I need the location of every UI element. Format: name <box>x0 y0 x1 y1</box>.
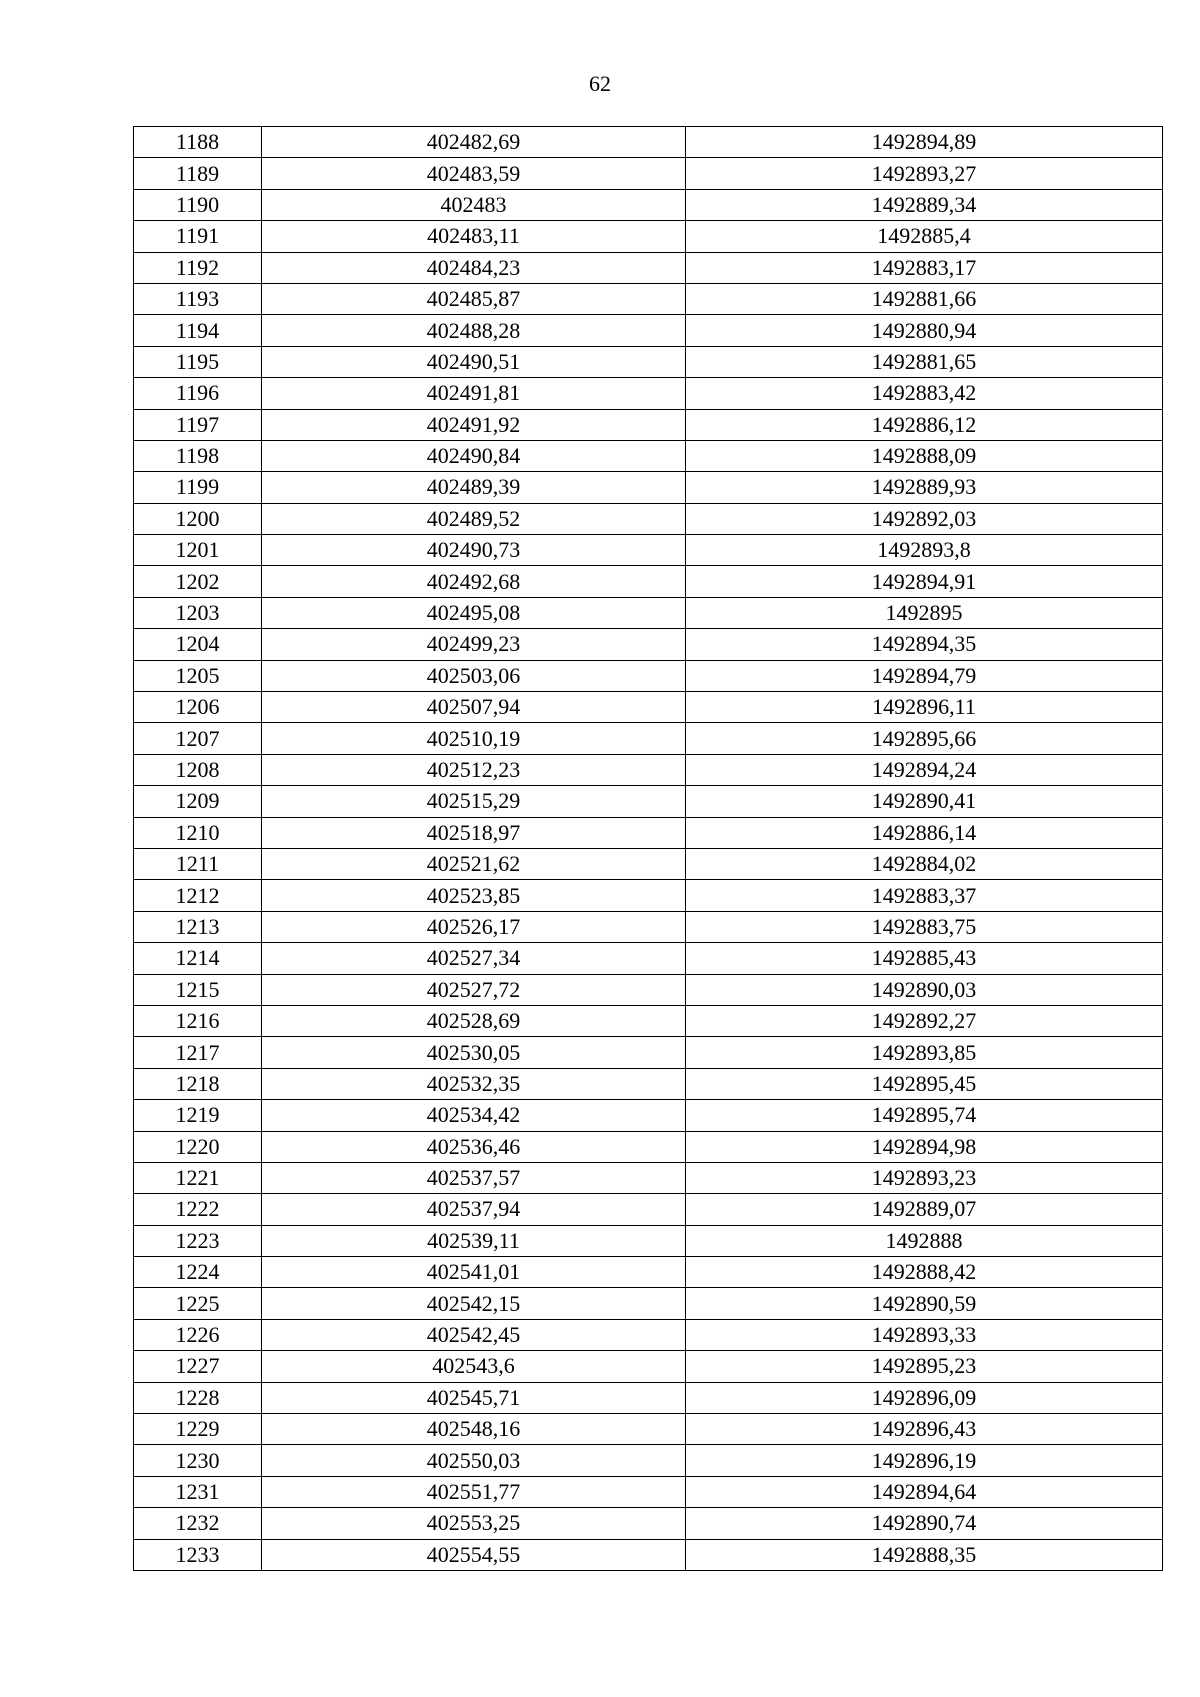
x-coordinate-cell: 402536,46 <box>262 1131 686 1162</box>
x-coordinate-cell: 402503,06 <box>262 660 686 691</box>
point-number-cell: 1220 <box>134 1131 262 1162</box>
point-number-cell: 1228 <box>134 1382 262 1413</box>
y-coordinate-cell: 1492883,17 <box>686 252 1163 283</box>
point-number-cell: 1189 <box>134 158 262 189</box>
coordinates-table <box>133 126 1163 1571</box>
x-coordinate-cell: 402527,34 <box>262 943 686 974</box>
table-row <box>134 974 1163 1005</box>
point-number-cell: 1199 <box>134 472 262 503</box>
table-row <box>134 880 1163 911</box>
y-coordinate-cell: 1492896,43 <box>686 1414 1163 1445</box>
point-number-cell: 1188 <box>134 127 262 158</box>
table-row <box>134 1162 1163 1193</box>
table-row <box>134 1257 1163 1288</box>
x-coordinate-cell: 402548,16 <box>262 1414 686 1445</box>
table-row <box>134 566 1163 597</box>
table-row <box>134 629 1163 660</box>
y-coordinate-cell: 1492883,75 <box>686 911 1163 942</box>
x-coordinate-cell: 402490,84 <box>262 440 686 471</box>
table-row <box>134 692 1163 723</box>
table-row <box>134 1508 1163 1539</box>
table-row <box>134 597 1163 628</box>
y-coordinate-cell: 1492894,89 <box>686 127 1163 158</box>
x-coordinate-cell: 402483,59 <box>262 158 686 189</box>
point-number-cell: 1206 <box>134 692 262 723</box>
point-number-cell: 1214 <box>134 943 262 974</box>
point-number-cell: 1233 <box>134 1539 262 1570</box>
y-coordinate-cell: 1492888,09 <box>686 440 1163 471</box>
y-coordinate-cell: 1492886,14 <box>686 817 1163 848</box>
x-coordinate-cell: 402512,23 <box>262 754 686 785</box>
point-number-cell: 1191 <box>134 221 262 252</box>
table-row <box>134 1476 1163 1507</box>
point-number-cell: 1208 <box>134 754 262 785</box>
table-row <box>134 440 1163 471</box>
y-coordinate-cell: 1492893,23 <box>686 1162 1163 1193</box>
x-coordinate-cell: 402554,55 <box>262 1539 686 1570</box>
coordinates-table-body <box>134 127 1163 1571</box>
x-coordinate-cell: 402489,39 <box>262 472 686 503</box>
table-row <box>134 1539 1163 1570</box>
x-coordinate-cell: 402495,08 <box>262 597 686 628</box>
point-number-cell: 1195 <box>134 346 262 377</box>
table-row <box>134 1319 1163 1350</box>
x-coordinate-cell: 402483,11 <box>262 221 686 252</box>
point-number-cell: 1217 <box>134 1037 262 1068</box>
point-number-cell: 1205 <box>134 660 262 691</box>
y-coordinate-cell: 1492895 <box>686 597 1163 628</box>
point-number-cell: 1213 <box>134 911 262 942</box>
table-row <box>134 660 1163 691</box>
y-coordinate-cell: 1492880,94 <box>686 315 1163 346</box>
table-row <box>134 1005 1163 1036</box>
y-coordinate-cell: 1492894,98 <box>686 1131 1163 1162</box>
point-number-cell: 1197 <box>134 409 262 440</box>
point-number-cell: 1201 <box>134 535 262 566</box>
table-row <box>134 1037 1163 1068</box>
y-coordinate-cell: 1492892,27 <box>686 1005 1163 1036</box>
y-coordinate-cell: 1492894,91 <box>686 566 1163 597</box>
table-row <box>134 409 1163 440</box>
point-number-cell: 1226 <box>134 1319 262 1350</box>
y-coordinate-cell: 1492895,23 <box>686 1351 1163 1382</box>
table-row <box>134 346 1163 377</box>
table-row <box>134 1194 1163 1225</box>
x-coordinate-cell: 402510,19 <box>262 723 686 754</box>
x-coordinate-cell: 402489,52 <box>262 503 686 534</box>
y-coordinate-cell: 1492893,33 <box>686 1319 1163 1350</box>
x-coordinate-cell: 402542,15 <box>262 1288 686 1319</box>
x-coordinate-cell: 402551,77 <box>262 1476 686 1507</box>
table-row <box>134 315 1163 346</box>
point-number-cell: 1196 <box>134 378 262 409</box>
point-number-cell: 1222 <box>134 1194 262 1225</box>
x-coordinate-cell: 402530,05 <box>262 1037 686 1068</box>
point-number-cell: 1216 <box>134 1005 262 1036</box>
y-coordinate-cell: 1492896,09 <box>686 1382 1163 1413</box>
y-coordinate-cell: 1492890,03 <box>686 974 1163 1005</box>
y-coordinate-cell: 1492894,24 <box>686 754 1163 785</box>
point-number-cell: 1231 <box>134 1476 262 1507</box>
x-coordinate-cell: 402518,97 <box>262 817 686 848</box>
x-coordinate-cell: 402484,23 <box>262 252 686 283</box>
x-coordinate-cell: 402553,25 <box>262 1508 686 1539</box>
table-row <box>134 1100 1163 1131</box>
x-coordinate-cell: 402482,69 <box>262 127 686 158</box>
table-row <box>134 911 1163 942</box>
x-coordinate-cell: 402528,69 <box>262 1005 686 1036</box>
point-number-cell: 1218 <box>134 1068 262 1099</box>
y-coordinate-cell: 1492895,66 <box>686 723 1163 754</box>
point-number-cell: 1204 <box>134 629 262 660</box>
table-row <box>134 472 1163 503</box>
point-number-cell: 1221 <box>134 1162 262 1193</box>
point-number-cell: 1224 <box>134 1257 262 1288</box>
x-coordinate-cell: 402543,6 <box>262 1351 686 1382</box>
x-coordinate-cell: 402490,73 <box>262 535 686 566</box>
point-number-cell: 1190 <box>134 189 262 220</box>
point-number-cell: 1230 <box>134 1445 262 1476</box>
point-number-cell: 1210 <box>134 817 262 848</box>
x-coordinate-cell: 402545,71 <box>262 1382 686 1413</box>
table-row <box>134 1225 1163 1256</box>
y-coordinate-cell: 1492889,07 <box>686 1194 1163 1225</box>
point-number-cell: 1192 <box>134 252 262 283</box>
table-row <box>134 1351 1163 1382</box>
point-number-cell: 1232 <box>134 1508 262 1539</box>
table-row <box>134 1445 1163 1476</box>
y-coordinate-cell: 1492890,41 <box>686 786 1163 817</box>
x-coordinate-cell: 402534,42 <box>262 1100 686 1131</box>
y-coordinate-cell: 1492895,74 <box>686 1100 1163 1131</box>
table-row <box>134 1131 1163 1162</box>
table-row <box>134 786 1163 817</box>
table-row <box>134 848 1163 879</box>
x-coordinate-cell: 402532,35 <box>262 1068 686 1099</box>
x-coordinate-cell: 402483 <box>262 189 686 220</box>
point-number-cell: 1203 <box>134 597 262 628</box>
point-number-cell: 1209 <box>134 786 262 817</box>
x-coordinate-cell: 402515,29 <box>262 786 686 817</box>
point-number-cell: 1200 <box>134 503 262 534</box>
y-coordinate-cell: 1492883,37 <box>686 880 1163 911</box>
y-coordinate-cell: 1492888,42 <box>686 1257 1163 1288</box>
x-coordinate-cell: 402485,87 <box>262 283 686 314</box>
y-coordinate-cell: 1492890,59 <box>686 1288 1163 1319</box>
y-coordinate-cell: 1492888 <box>686 1225 1163 1256</box>
x-coordinate-cell: 402523,85 <box>262 880 686 911</box>
x-coordinate-cell: 402542,45 <box>262 1319 686 1350</box>
x-coordinate-cell: 402539,11 <box>262 1225 686 1256</box>
x-coordinate-cell: 402527,72 <box>262 974 686 1005</box>
y-coordinate-cell: 1492894,64 <box>686 1476 1163 1507</box>
y-coordinate-cell: 1492884,02 <box>686 848 1163 879</box>
y-coordinate-cell: 1492893,85 <box>686 1037 1163 1068</box>
point-number-cell: 1211 <box>134 848 262 879</box>
y-coordinate-cell: 1492886,12 <box>686 409 1163 440</box>
table-row <box>134 127 1163 158</box>
y-coordinate-cell: 1492883,42 <box>686 378 1163 409</box>
x-coordinate-cell: 402537,57 <box>262 1162 686 1193</box>
point-number-cell: 1219 <box>134 1100 262 1131</box>
page-number: 62 <box>589 71 611 96</box>
x-coordinate-cell: 402491,81 <box>262 378 686 409</box>
y-coordinate-cell: 1492889,93 <box>686 472 1163 503</box>
point-number-cell: 1215 <box>134 974 262 1005</box>
point-number-cell: 1227 <box>134 1351 262 1382</box>
table-row <box>134 1288 1163 1319</box>
table-row <box>134 221 1163 252</box>
y-coordinate-cell: 1492892,03 <box>686 503 1163 534</box>
x-coordinate-cell: 402492,68 <box>262 566 686 597</box>
x-coordinate-cell: 402541,01 <box>262 1257 686 1288</box>
y-coordinate-cell: 1492893,27 <box>686 158 1163 189</box>
x-coordinate-cell: 402490,51 <box>262 346 686 377</box>
y-coordinate-cell: 1492885,4 <box>686 221 1163 252</box>
table-row <box>134 1382 1163 1413</box>
x-coordinate-cell: 402550,03 <box>262 1445 686 1476</box>
point-number-cell: 1198 <box>134 440 262 471</box>
table-row <box>134 817 1163 848</box>
point-number-cell: 1207 <box>134 723 262 754</box>
y-coordinate-cell: 1492893,8 <box>686 535 1163 566</box>
table-row <box>134 1414 1163 1445</box>
x-coordinate-cell: 402488,28 <box>262 315 686 346</box>
table-row <box>134 943 1163 974</box>
table-row <box>134 252 1163 283</box>
x-coordinate-cell: 402491,92 <box>262 409 686 440</box>
y-coordinate-cell: 1492894,35 <box>686 629 1163 660</box>
y-coordinate-cell: 1492885,43 <box>686 943 1163 974</box>
table-row <box>134 754 1163 785</box>
y-coordinate-cell: 1492894,79 <box>686 660 1163 691</box>
x-coordinate-cell: 402526,17 <box>262 911 686 942</box>
point-number-cell: 1212 <box>134 880 262 911</box>
point-number-cell: 1229 <box>134 1414 262 1445</box>
y-coordinate-cell: 1492888,35 <box>686 1539 1163 1570</box>
table-row <box>134 189 1163 220</box>
point-number-cell: 1223 <box>134 1225 262 1256</box>
table-row <box>134 158 1163 189</box>
x-coordinate-cell: 402507,94 <box>262 692 686 723</box>
y-coordinate-cell: 1492895,45 <box>686 1068 1163 1099</box>
table-row <box>134 503 1163 534</box>
y-coordinate-cell: 1492890,74 <box>686 1508 1163 1539</box>
y-coordinate-cell: 1492889,34 <box>686 189 1163 220</box>
x-coordinate-cell: 402499,23 <box>262 629 686 660</box>
y-coordinate-cell: 1492896,11 <box>686 692 1163 723</box>
table-row <box>134 378 1163 409</box>
point-number-cell: 1193 <box>134 283 262 314</box>
point-number-cell: 1194 <box>134 315 262 346</box>
table-row <box>134 535 1163 566</box>
point-number-cell: 1225 <box>134 1288 262 1319</box>
y-coordinate-cell: 1492896,19 <box>686 1445 1163 1476</box>
y-coordinate-cell: 1492881,65 <box>686 346 1163 377</box>
x-coordinate-cell: 402521,62 <box>262 848 686 879</box>
table-row <box>134 283 1163 314</box>
point-number-cell: 1202 <box>134 566 262 597</box>
table-row <box>134 1068 1163 1099</box>
y-coordinate-cell: 1492881,66 <box>686 283 1163 314</box>
x-coordinate-cell: 402537,94 <box>262 1194 686 1225</box>
table-row <box>134 723 1163 754</box>
